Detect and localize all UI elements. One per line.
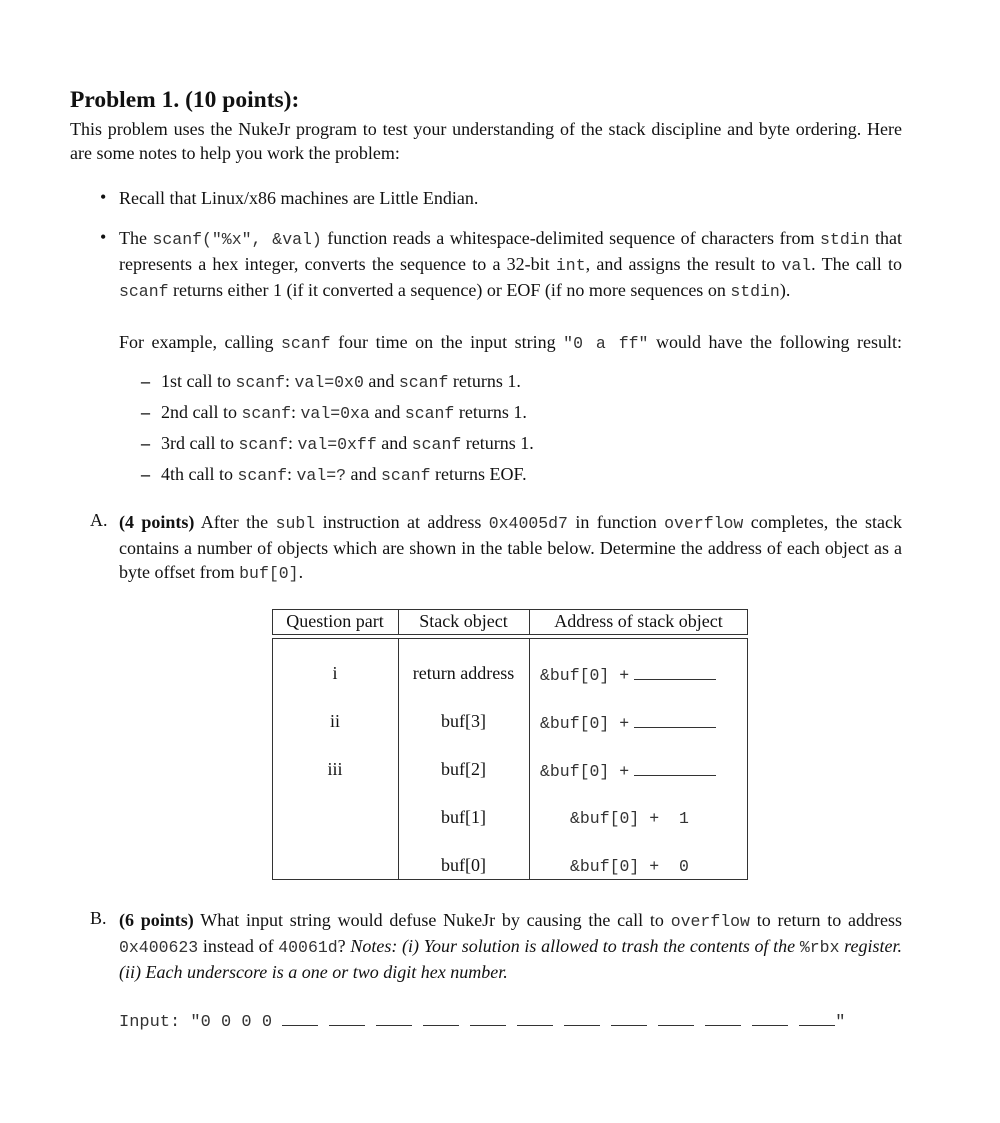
answer-blank[interactable] <box>634 663 716 680</box>
table-cell-part: i <box>332 663 338 683</box>
hex-byte-blank[interactable] <box>423 1011 459 1026</box>
table-header: Question part <box>286 611 384 631</box>
table-cell-part: iii <box>327 759 343 779</box>
table-header: Stack object <box>419 611 508 631</box>
bullet-little-endian: Recall that Linux/x86 machines are Little Endian. <box>119 188 479 208</box>
hex-byte-blank[interactable] <box>282 1011 318 1026</box>
problem-intro: This problem uses the NukeJr program to test your understanding of the stack discipline and byte ordering. Here are some notes to help you work the problem: <box>70 119 902 163</box>
table-cell-address: &buf[0] + 0 <box>570 857 689 876</box>
hex-byte-blank[interactable] <box>517 1011 553 1026</box>
hex-byte-blank[interactable] <box>564 1011 600 1026</box>
table-cell-object: buf[0] <box>441 855 486 875</box>
table-cell-address: &buf[0] + <box>529 759 759 781</box>
hex-byte-blank[interactable] <box>705 1011 741 1026</box>
table-cell-object: buf[1] <box>441 807 486 827</box>
part-b-text: (6 points) What input string would defuse NukeJr by causing the call to overflow to return to address 0x400623 instead of 40061d? Notes: (i) Your solution is allowed to trash the contents of the %rbx register. (ii) Each underscore is a one or two digit hex number. <box>119 910 903 982</box>
table-cell-object: buf[3] <box>441 711 486 731</box>
hex-byte-blank[interactable] <box>611 1011 647 1026</box>
hex-byte-blank[interactable] <box>376 1011 412 1026</box>
hex-byte-blank[interactable] <box>658 1011 694 1026</box>
answer-blank[interactable] <box>634 759 716 776</box>
part-b-label: B. <box>90 908 107 928</box>
hex-byte-blank[interactable] <box>799 1011 835 1026</box>
table-cell-address: &buf[0] + <box>529 663 759 685</box>
table-cell-address: &buf[0] + <box>529 711 759 733</box>
stack-table <box>272 609 748 880</box>
list-item: 2nd call to scanf: val=0xa and scanf returns 1. <box>161 402 527 423</box>
table-cell-address: &buf[0] + 1 <box>570 809 689 828</box>
table-cell-part: ii <box>329 711 340 731</box>
input-blanks[interactable] <box>282 1013 846 1032</box>
list-item: 1st call to scanf: val=0x0 and scanf returns 1. <box>161 371 521 392</box>
answer-blank[interactable] <box>634 711 716 728</box>
part-a-text: (4 points) After the subl instruction at address 0x4005d7 in function overflow completes, the stack contains a number of objects which are shown in the table below. Determine the address of each object as a byte offset from buf[0]. <box>119 512 902 583</box>
bullet-marker: • <box>100 227 107 247</box>
part-a-label: A. <box>90 510 108 530</box>
hex-byte-blank[interactable] <box>329 1011 365 1026</box>
bullet-scanf-description: The scanf("%x", &val) function reads a whitespace-delimited sequence of characters from stdin that represents a hex integer, converts the sequence to a 32-bit int, and assigns the result to val. The call to scanf returns either 1 (if it converted a sequence) or EOF (if no more sequences on stdin). <box>119 228 903 301</box>
input-answer-line: Input: "0 0 0 0 " <box>119 1013 846 1032</box>
hex-byte-blank[interactable] <box>470 1011 506 1026</box>
list-item: 4th call to scanf: val=? and scanf returns EOF. <box>161 464 527 485</box>
problem-title: Problem 1. (10 points): <box>70 87 300 113</box>
list-item: 3rd call to scanf: val=0xff and scanf returns 1. <box>161 433 534 454</box>
table-cell-object: buf[2] <box>441 759 486 779</box>
bullet-marker: • <box>100 187 107 207</box>
example-sentence: For example, calling scanf four time on the input string "0 a ff" would have the following result: <box>119 332 902 353</box>
table-cell-object: return address <box>412 663 515 683</box>
table-header: Address of stack object <box>554 611 723 631</box>
hex-byte-blank[interactable] <box>752 1011 788 1026</box>
